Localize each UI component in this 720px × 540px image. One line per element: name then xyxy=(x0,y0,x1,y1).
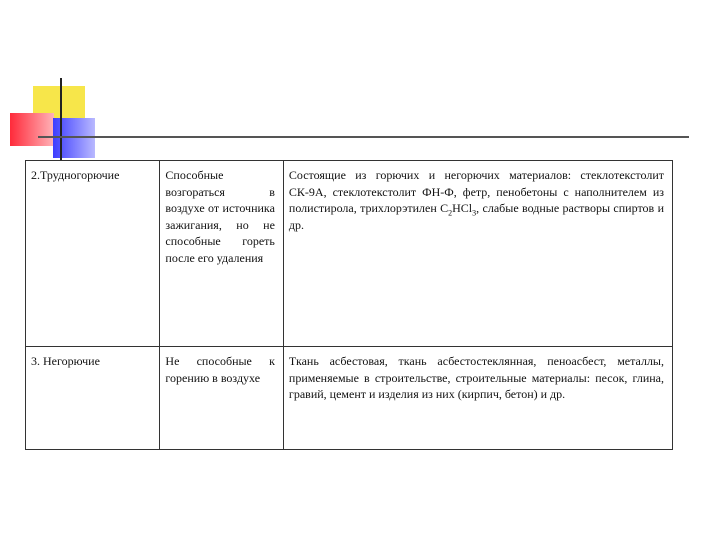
decor-red-square xyxy=(10,113,54,146)
examples-cell: Ткань асбестовая, ткань асбестостеклянная, пеноасбест, металлы, применяемые в строительстве, строительные материалы: песок, глина, гравий, цемент и изделия из них (кирпич, бетон) и др. xyxy=(283,347,672,450)
property-cell: Способные возгораться в воздухе от источника зажигания, но не способные гореть после его удаления xyxy=(160,161,283,347)
examples-text: Состоящие из горючих и негорючих материалов: стеклотекстолит СК-9А, стеклотекстолит ФН-Ф, фетр, пенобетоны с наполнителем из полистирола, трихлорэтилен С xyxy=(288,168,664,215)
table-row xyxy=(26,347,673,450)
examples-text: НСl xyxy=(452,201,473,215)
subscript: 2 xyxy=(448,208,453,218)
examples-text: , слабые водные растворы спиртов и др. xyxy=(288,201,664,232)
flammability-table xyxy=(25,160,673,450)
examples-cell xyxy=(283,161,672,347)
group-cell: 2.Трудногорючие xyxy=(26,161,160,347)
table-row xyxy=(26,161,673,347)
subscript: 3 xyxy=(472,208,477,218)
decor-vertical-line xyxy=(60,78,62,160)
property-cell: Не способные к горению в воздухе xyxy=(160,347,283,450)
decor-horizontal-line xyxy=(38,136,689,138)
group-cell: 3. Негорючие xyxy=(26,347,160,450)
